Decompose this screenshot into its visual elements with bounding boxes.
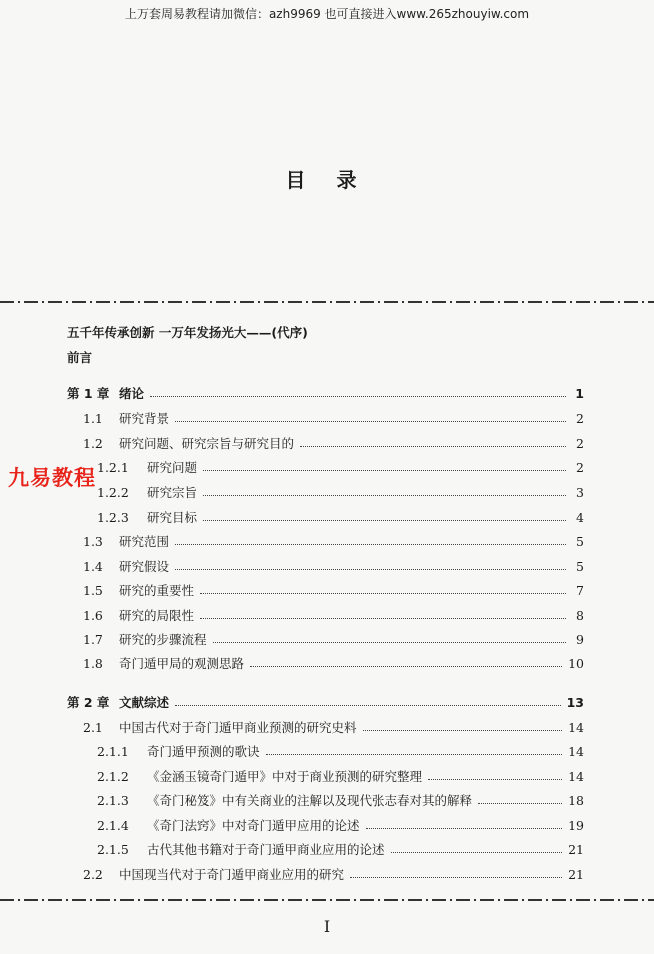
toc-entry[interactable] [97,458,584,474]
toc-entry[interactable] [83,434,584,450]
toc-entry[interactable] [83,630,584,646]
toc-leader-dots [300,437,566,447]
toc-entry-label: 古代其他书籍对于奇门遁甲商业应用的论述 [147,842,385,857]
toc-leader-dots [203,461,566,471]
toc-entry-number: 1.5 [83,583,103,598]
toc-entry-number: 1.7 [83,632,103,647]
toc-leader-dots [363,721,563,731]
toc-entry[interactable] [97,767,584,783]
toc-entry-label: 研究的步骤流程 [119,632,207,647]
toc-entry-number: 1.6 [83,608,103,623]
toc-entry-number: 2.1 [83,720,103,735]
toc-entry-number: 1.2.1 [97,460,129,475]
toc-entry-page: 8 [576,608,584,623]
toc-entry-label: 中国现当代对于奇门遁甲商业应用的研究 [119,867,345,882]
toc-leader-dots [203,486,566,496]
toc-entry-page: 21 [568,842,584,857]
toc-entry-number: 1.2 [83,436,103,451]
toc-entry-label: 奇门遁甲预测的歌诀 [147,744,260,759]
toc-leader-dots [366,819,563,829]
toc-entry[interactable] [67,693,584,709]
toc-entry-label: 研究问题、研究宗旨与研究目的 [119,436,295,451]
toc-entry-page: 5 [576,534,584,549]
toc-entry-page: 2 [576,460,584,475]
toc-entry-number: 第 1 章 [67,386,110,401]
toc-entry-page: 10 [568,656,584,671]
toc-leader-dots [203,511,566,521]
toc-entry-label: 研究的局限性 [119,608,195,623]
toc-entry[interactable] [83,654,584,670]
watermark-logo: 九易教程 [8,462,96,492]
toc-entry[interactable] [97,483,584,499]
toc-entry[interactable] [67,384,584,400]
toc-entry-number: 2.1.3 [97,793,129,808]
toc-leader-dots [213,633,566,643]
toc-entry-page: 19 [568,818,584,833]
toc-entry-label: 研究背景 [119,411,170,426]
toc-entry[interactable] [97,508,584,524]
top-divider [0,301,654,303]
toc-leader-dots [200,584,566,594]
toc-leader-dots [391,843,563,853]
toc-entry-page: 18 [568,793,584,808]
toc-entry-page: 21 [568,867,584,882]
toc-leader-dots [266,745,563,755]
toc-entry[interactable] [83,865,584,881]
toc-entry-page: 5 [576,559,584,574]
toc-entry-label: 《奇门秘笈》中有关商业的注解以及现代张志春对其的解释 [147,793,473,808]
toc-leader-dots [250,657,562,667]
toc-entry-label: 奇门遁甲局的观测思路 [119,656,245,671]
toc-entry-label: 研究目标 [147,510,198,525]
toc-leader-dots [478,794,562,804]
header-banner: 上万套周易教程请加微信：azh9969 也可直接进入www.265zhouyiw.com [124,7,530,21]
toc-entry-label: 绪论 [119,386,145,401]
toc-entry-label: 研究假设 [119,559,170,574]
toc-entry-number: 2.1.1 [97,744,129,759]
bottom-divider [0,899,654,901]
toc-entry-label: 《奇门法窍》中对奇门遁甲应用的论述 [147,818,360,833]
toc-entry-page: 7 [576,583,584,598]
toc-entry-label: 研究的重要性 [119,583,195,598]
toc-entry-page: 2 [576,436,584,451]
toc-entry-number: 1.2.2 [97,485,129,500]
toc-entry[interactable] [97,816,584,832]
page-title: 目 录 [285,168,369,192]
toc-entry-number: 1.3 [83,534,103,549]
toc-entry-label: 研究问题 [147,460,198,475]
toc-entry-number: 1.8 [83,656,103,671]
toc-leader-dots [200,609,566,619]
toc-entry-page: 14 [568,720,584,735]
toc-entry[interactable] [97,742,584,758]
toc-entry-page: 1 [575,386,584,401]
toc-leader-dots [350,868,562,878]
toc-entry-number: 1.2.3 [97,510,129,525]
toc-entry-page: 2 [576,411,584,426]
toc-leader-dots [428,770,562,780]
toc-entry-number: 第 2 章 [67,695,110,710]
toc-entry-label: 《金涵玉镜奇门遁甲》中对于商业预测的研究整理 [147,769,423,784]
toc-entry-label: 文献综述 [119,695,170,710]
toc-entry-number: 2.1.4 [97,818,129,833]
toc-entry[interactable] [83,532,584,548]
toc-leader-dots [175,412,566,422]
toc-entry-page: 14 [568,769,584,784]
toc-entry-number: 2.1.5 [97,842,129,857]
toc-leader-dots [150,387,566,397]
page-number: I [323,917,331,936]
toc-entry-label: 研究范围 [119,534,170,549]
toc-entry[interactable] [97,791,584,807]
toc-leader-dots [175,696,561,706]
toc-entry-label: 中国古代对于奇门遁甲商业预测的研究史料 [119,720,357,735]
toc-leader-dots [175,535,566,545]
toc-entry[interactable] [83,718,584,734]
toc-entry[interactable] [97,840,584,856]
toc-entry-number: 1.4 [83,559,103,574]
toc-entry[interactable] [83,409,584,425]
toc-entry-page: 3 [576,485,584,500]
toc-entry-page: 14 [568,744,584,759]
toc-entry-page: 13 [566,695,584,710]
toc-entry[interactable] [83,606,584,622]
preface-item-introduction[interactable]: 前言 [67,350,93,365]
toc-entry[interactable] [83,557,584,573]
toc-entry-number: 2.2 [83,867,103,882]
toc-entry-label: 研究宗旨 [147,485,198,500]
toc-entry-page: 9 [576,632,584,647]
toc-entry[interactable] [83,581,584,597]
preface-item-foreword[interactable]: 五千年传承创新 一万年发扬光大——(代序) [67,325,308,340]
toc-leader-dots [175,560,566,570]
toc-entry-page: 4 [576,510,584,525]
toc-entry-number: 2.1.2 [97,769,129,784]
toc-entry-number: 1.1 [83,411,103,426]
